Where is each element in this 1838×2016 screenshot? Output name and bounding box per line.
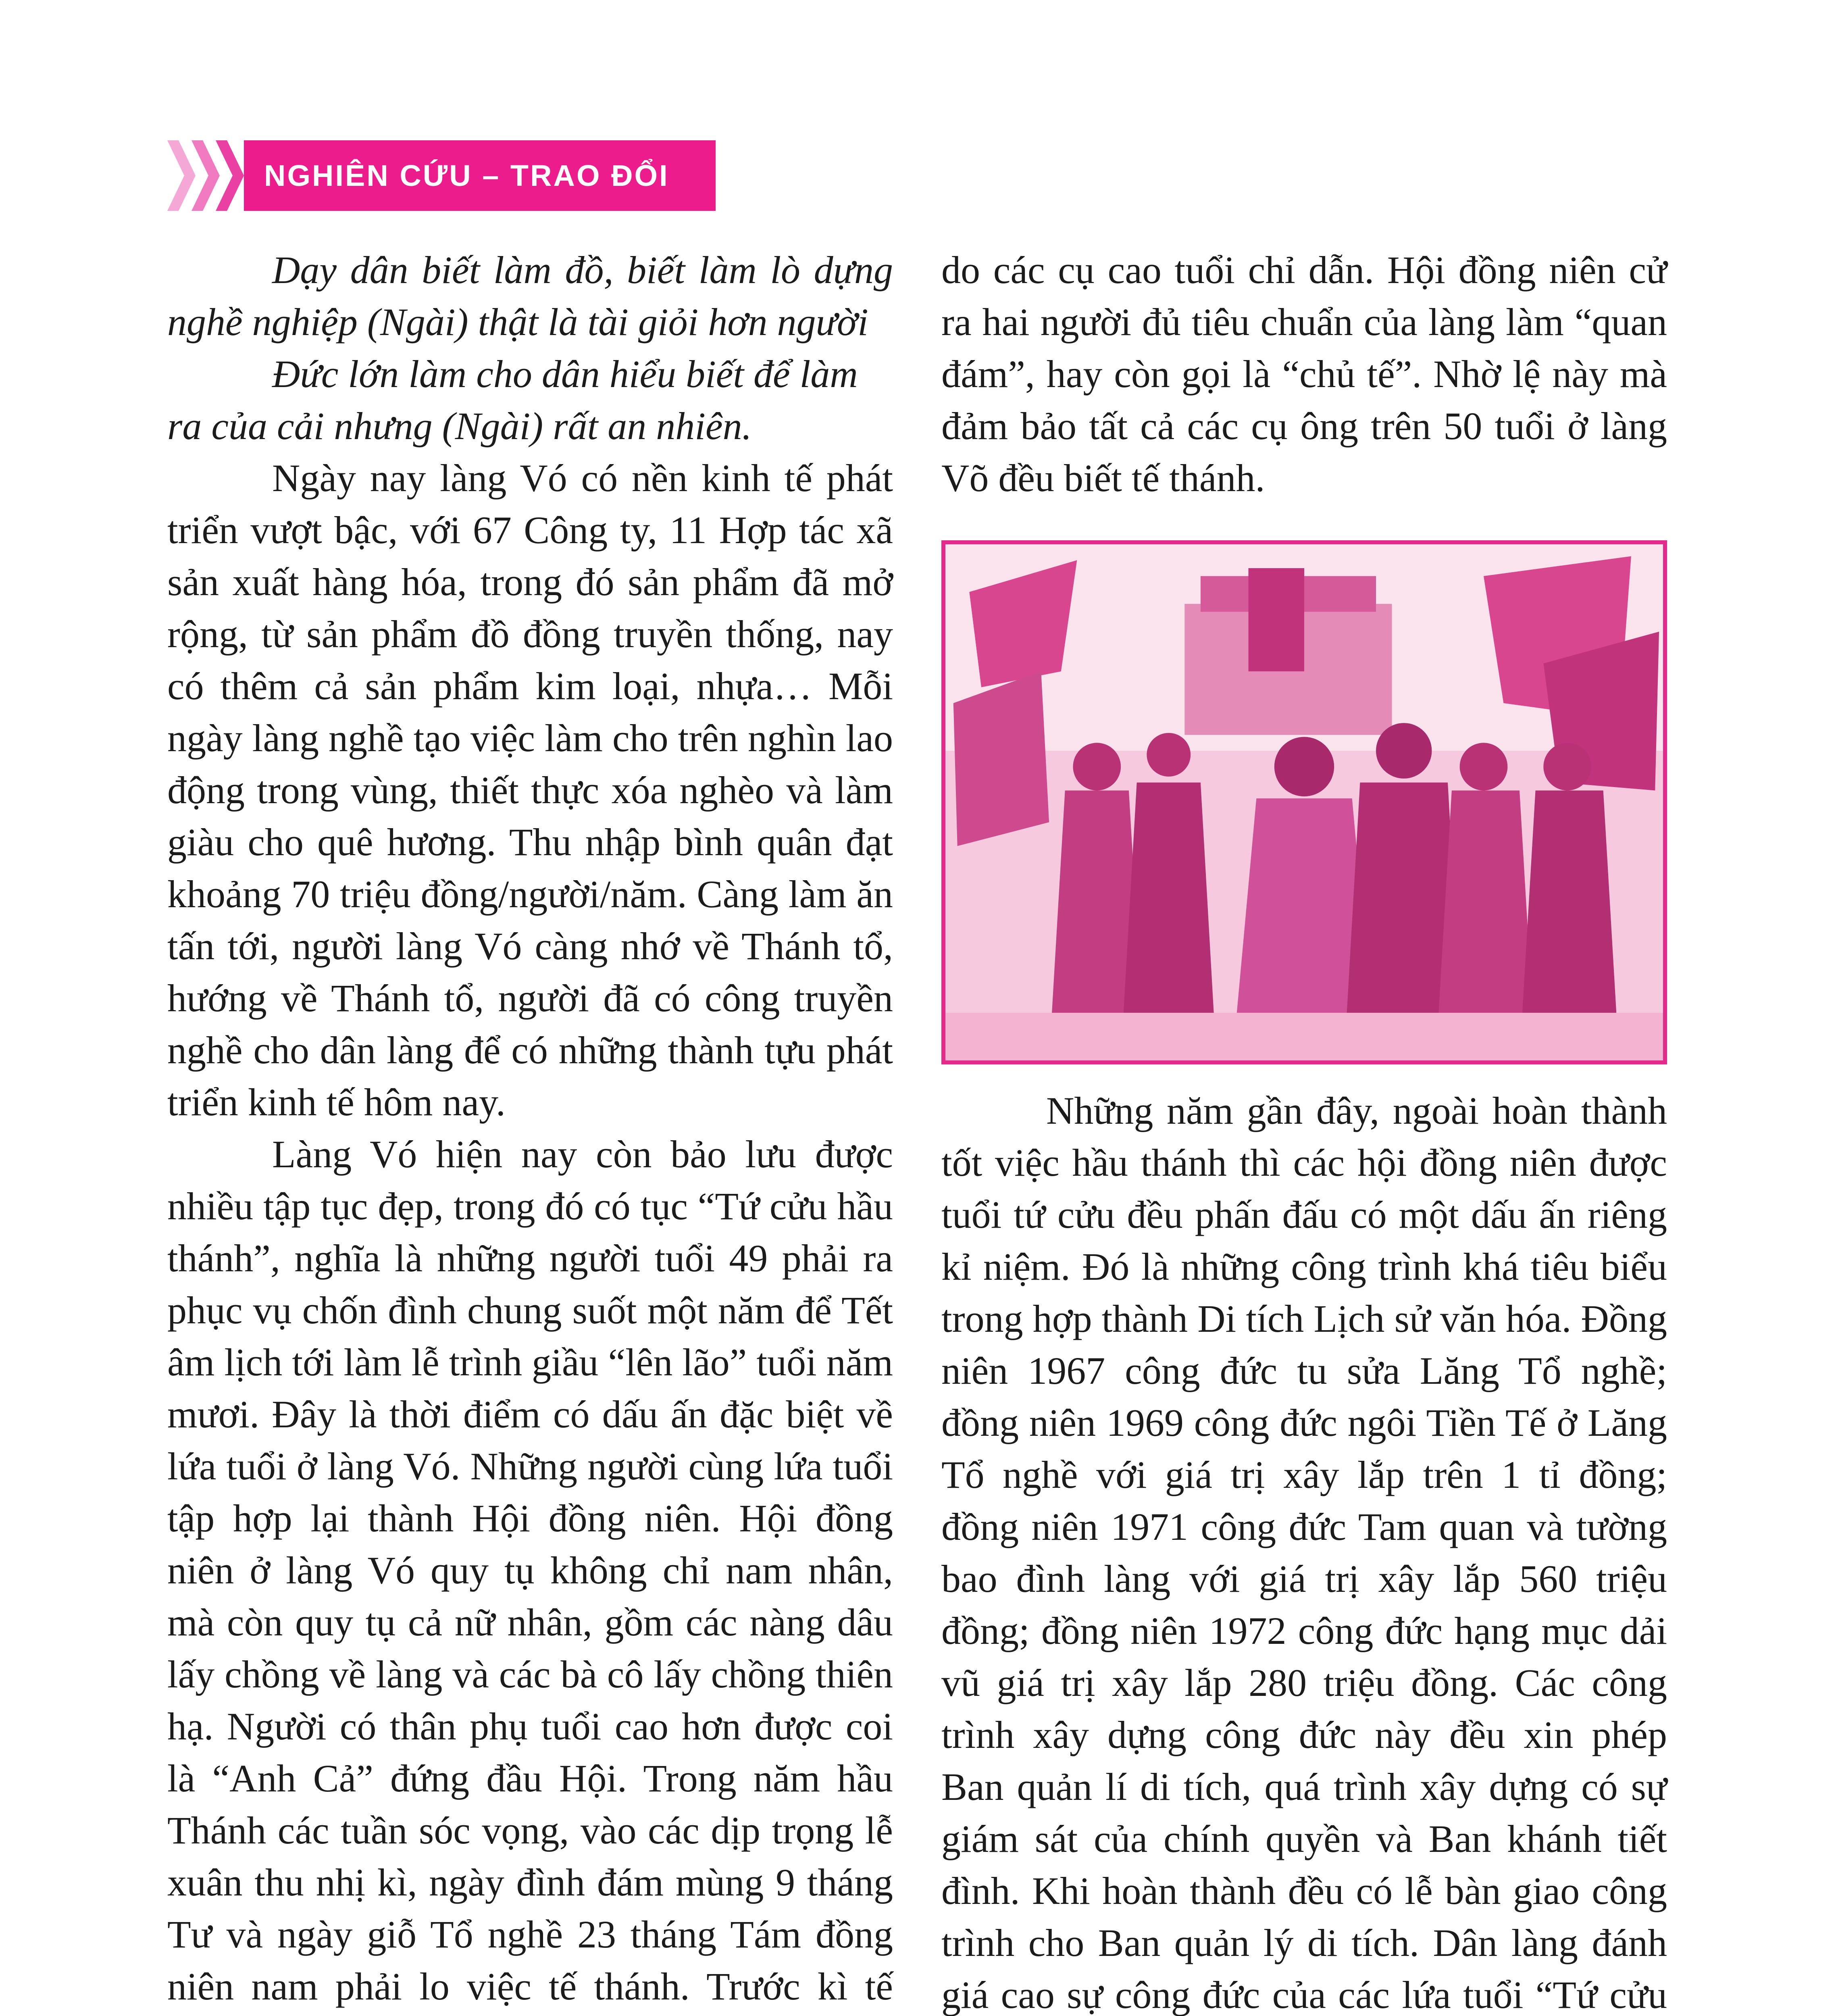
- chevron-decoration: [192, 140, 220, 211]
- left-column: [167, 244, 893, 2016]
- section-header: [167, 140, 716, 211]
- chevron-decoration: [216, 140, 244, 211]
- photo-illustration: [945, 544, 1663, 1060]
- section-title: NGHIÊN CỨU – TRAO ĐỔI: [244, 140, 716, 211]
- paragraph: Những năm gần đây, ngoài hoàn thành tốt việc hầu thánh thì các hội đồng niên được tuổi tứ cửu đều phấn đấu có một dấu ấn riêng kỉ niệm. Đó là những công trình khá tiêu biểu trong hợp thành Di tích Lịch sử văn hóa. Đồng niên 1967 công đức tu sửa Lăng Tổ nghề; đồng niên 1969 công đức ngôi Tiền Tế ở Lăng Tổ nghề với giá trị xây lắp trên 1 tỉ đồng; đồng niên 1971 công đức Tam quan và tường bao đình làng với giá trị xây lắp 560 triệu đồng; đồng niên 1972 công đức hạng mục dải vũ giá trị xây lắp 280 triệu đồng. Các công trình xây dựng công đức này đều xin phép Ban quản lí di tích, quá trình xây dựng có sự giám sát của chính quyền và Ban khánh tiết đình. Khi hoàn thành đều có lễ bàn giao công trình cho Ban quản lý di tích. Dân làng đánh giá cao sự công đức của các lứa tuổi “Tứ cửu: [941, 1089, 1667, 2016]
- procession-photo: [941, 540, 1667, 1064]
- paragraph: Làng Vó hiện nay còn bảo lưu được nhiều tập tục đẹp, trong đó có tục “Tứ cửu hầu thánh”, nghĩa là những người tuổi 49 phải ra phục vụ chốn đình chung suốt một năm để Tết âm lịch tới làm lễ trình giầu “lên lão” tuổi năm mươi. Đây là thời điểm có dấu ấn đặc biệt về lứa tuổi ở làng Vó. Những người cùng lứa tuổi tập hợp lại thành Hội đồng niên. Hội đồng niên ở làng Vó quy tụ không chỉ nam nhân, mà còn quy tụ cả nữ nhân, gồm các nàng dâu lấy chồng về làng và các bà cô lấy chồng thiên hạ. Người có thân phụ tuổi cao hơn được coi là “Anh Cả” đứng đầu Hội. Trong năm hầu Thánh các tuần sóc vọng, vào các dịp trọng lễ xuân thu nhị kì, ngày đình đám mùng 9 tháng Tư và ngày giỗ Tổ nghề 23 tháng Tám đồng niên nam phải lo việc tế thánh. Trước kì tế: [167, 1133, 893, 2008]
- paragraph: do các cụ cao tuổi chỉ dẫn. Hội đồng niên cử ra hai người đủ tiêu chuẩn của làng làm “quan đám”, hay còn gọi là “chủ tế”. Nhờ lệ này mà đảm bảo tất cả các cụ ông trên 50 tuổi ở làng Võ đều biết tế thánh.: [941, 248, 1667, 500]
- right-column-body: [941, 1085, 1667, 2016]
- chevron-decoration: [167, 140, 196, 211]
- verse-line: Dạy dân biết làm đồ, biết làm lò dựng nghề nghiệp (Ngài) thật là tài giỏi hơn người: [167, 248, 893, 344]
- right-column-top: [941, 244, 1667, 504]
- paragraph: Ngày nay làng Vó có nền kinh tế phát triển vượt bậc, với 67 Công ty, 11 Hợp tác xã sản xuất hàng hóa, trong đó sản phẩm đã mở rộng, từ sản phẩm đồ đồng truyền thống, nay có thêm cả sản phẩm kim loại, nhựa… Mỗi ngày làng nghề tạo việc làm cho trên nghìn lao động trong vùng, thiết thực xóa nghèo và làm giàu cho quê hương. Thu nhập bình quân đạt khoảng 70 triệu đồng/người/năm. Càng làm ăn tấn tới, người làng Vó càng nhớ về Thánh tổ, hướng về Thánh tổ, người đã có công truyền nghề cho dân làng để có những thành tựu phát triển kinh tế hôm nay.: [167, 456, 893, 1124]
- verse-line: Đức lớn làm cho dân hiểu biết để làm ra của cải nhưng (Ngài) rất an nhiên.: [167, 352, 858, 448]
